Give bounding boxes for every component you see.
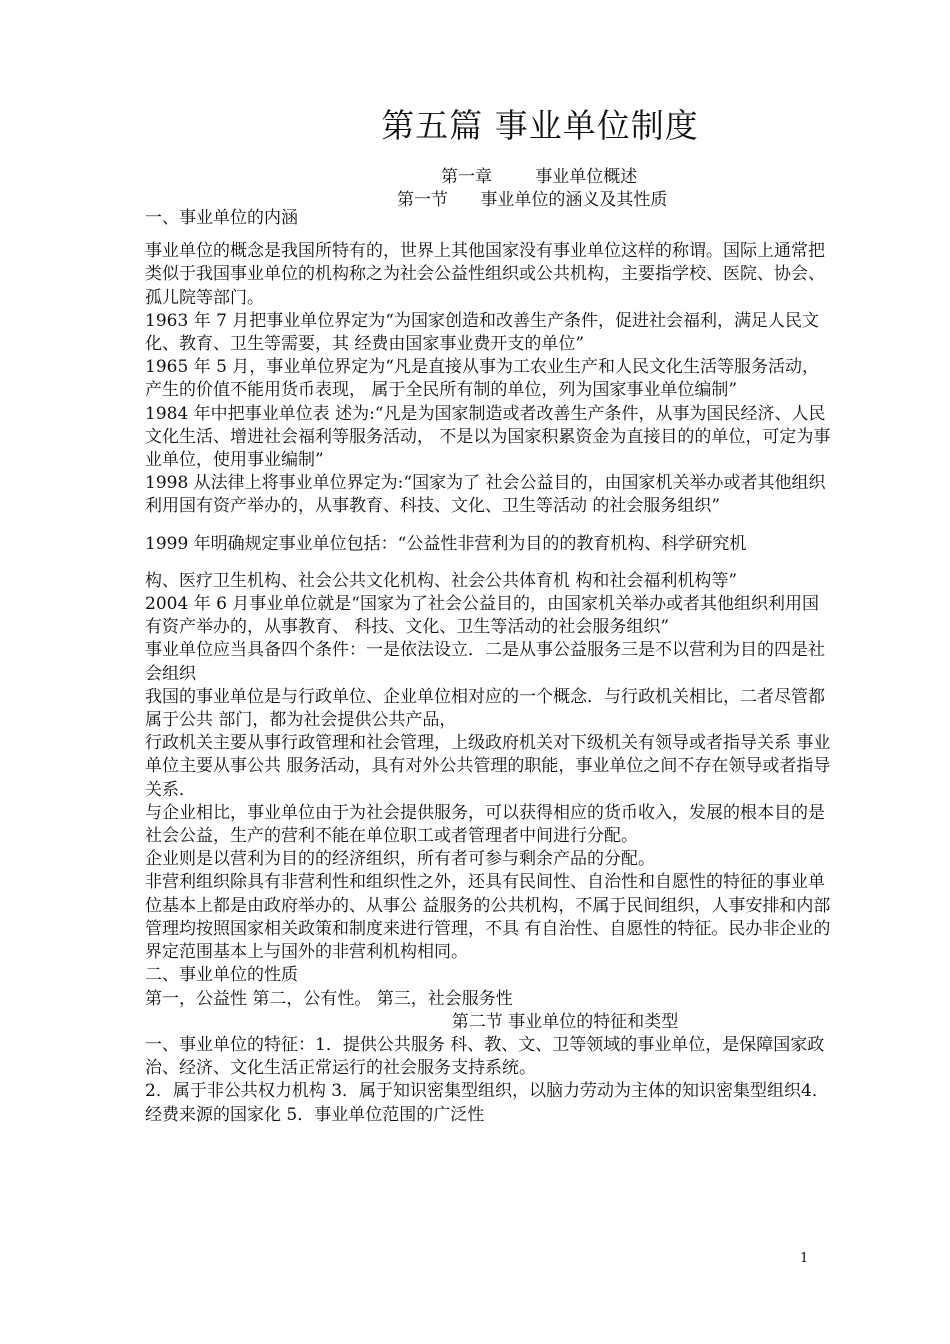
- page-title: 第五篇 事业单位制度: [381, 106, 699, 145]
- paragraph: 一、事业单位的特征：1．提供公共服务 科、教、文、卫等领域的事业单位，是保障国家政治、经济、文化生活正常运行的社会服务支持系统。: [145, 1034, 825, 1079]
- paragraph: 1984 年中把事业单位表 述为:“凡是为国家制造或者改善生产条件，从事为国民经济、人民文化生活、增进社会福利等服务活动， 不是以为国家积累资金为直接目的的单位，可定为事业单位，使用事业编制”: [145, 403, 831, 471]
- paragraph: 1999 年明确规定事业单位包括：“公益性非营利为目的的教育机构、科学研究机: [145, 533, 747, 554]
- paragraph: 2004 年 6 月事业单位就是“国家为了社会公益目的，由国家机关举办或者其他组织利用国有资产举办的，从事教育、 科技、文化、卫生等活动的社会服务组织”: [145, 594, 819, 638]
- paragraph: 1963 年 7 月把事业单位界定为“为国家创造和改善生产条件，促进社会福利，满足人民文化、教育、卫生等需要，其 经费由国家事业费开支的单位”: [145, 310, 819, 355]
- paragraph: 构、医疗卫生机构、社会公共文化机构、社会公共体育机 构和社会福利机构等”: [145, 570, 738, 591]
- paragraph: 我国的事业单位是与行政单位、企业单位相对应的一个概念．与行政机关相比，二者尽管都属于公共 部门，都为社会提供公共产品，: [145, 686, 825, 731]
- paragraph: 非营利组织除具有非营利性和组织性之外，还具有民间性、自治性和自愿性的特征的事业单位基本上都是由政府举办的、从事公 益服务的公共机构，不属于民间组织，人事安排和内部管理均按照国家相关政策和制度来进行管理，不具 有自治性、自愿性的特征。民办非企业的界定范围基本上与国外的非营利机构相同。: [145, 872, 831, 963]
- paragraph: 与企业相比，事业单位由于为社会提供服务，可以获得相应的货币收入，发展的根本目的是社会公益，生产的营利不能在单位职工或者管理者中间进行分配。: [145, 802, 825, 847]
- section-heading-2: 第二节 事业单位的特征和类型: [451, 1011, 679, 1032]
- paragraph: 1998 从法律上将事业单位界定为:“国家为了 社会公益目的，由国家机关举办或者其他组织利用国有资产举办的，从事教育、科技、文化、卫生等活动 的社会服务组织”: [145, 473, 826, 517]
- chapter-heading: 第一章 事业单位概述: [441, 167, 638, 187]
- body-text: [145, 207, 835, 1127]
- paragraph: 1965 年 5 月，事业单位界定为“凡是直接从事为工农业生产和人民文化生活等服务活动，产生的价值不能用货币表现， 属于全民所有制的单位，列为国家事业单位编制”: [145, 357, 819, 401]
- subheading-nature: 二、事业单位的性质: [145, 965, 298, 986]
- paragraph: 第一，公益性 第二，公有性。 第三，社会服务性: [145, 988, 513, 1009]
- paragraph: 事业单位应当具备四个条件：一是依法设立．二是从事公益服务三是不以营利为目的四是社会组织: [145, 640, 825, 684]
- paragraph: 事业单位的概念是我国所特有的，世界上其他国家没有事业单位这样的称谓。国际上通常把类似于我国事业单位的机构称之为社会公益性组织或公共机构，主要指学校、医院、协会、孤儿院等部门。: [145, 241, 825, 308]
- section-heading-1: 第一节 事业单位的涵义及其性质: [397, 190, 668, 210]
- paragraph: 2．属于非公共权力机构 3．属于知识密集型组织，以脑力劳动为主体的知识密集型组织4．经费来源的国家化 5．事业单位范围的广泛性: [145, 1081, 829, 1125]
- paragraph: 企业则是以营利为目的的经济组织，所有者可参与剩余产品的分配。: [145, 849, 655, 870]
- paragraph: 行政机关主要从事行政管理和社会管理，上级政府机关对下级机关有领导或者指导关系 事业单位主要从事公共 服务活动，具有对外公共管理的职能，事业单位之间不存在领导或者指导关系．: [145, 733, 831, 800]
- page-number: 1: [800, 1251, 809, 1266]
- subheading-connotation: 一、事业单位的内涵: [145, 208, 298, 228]
